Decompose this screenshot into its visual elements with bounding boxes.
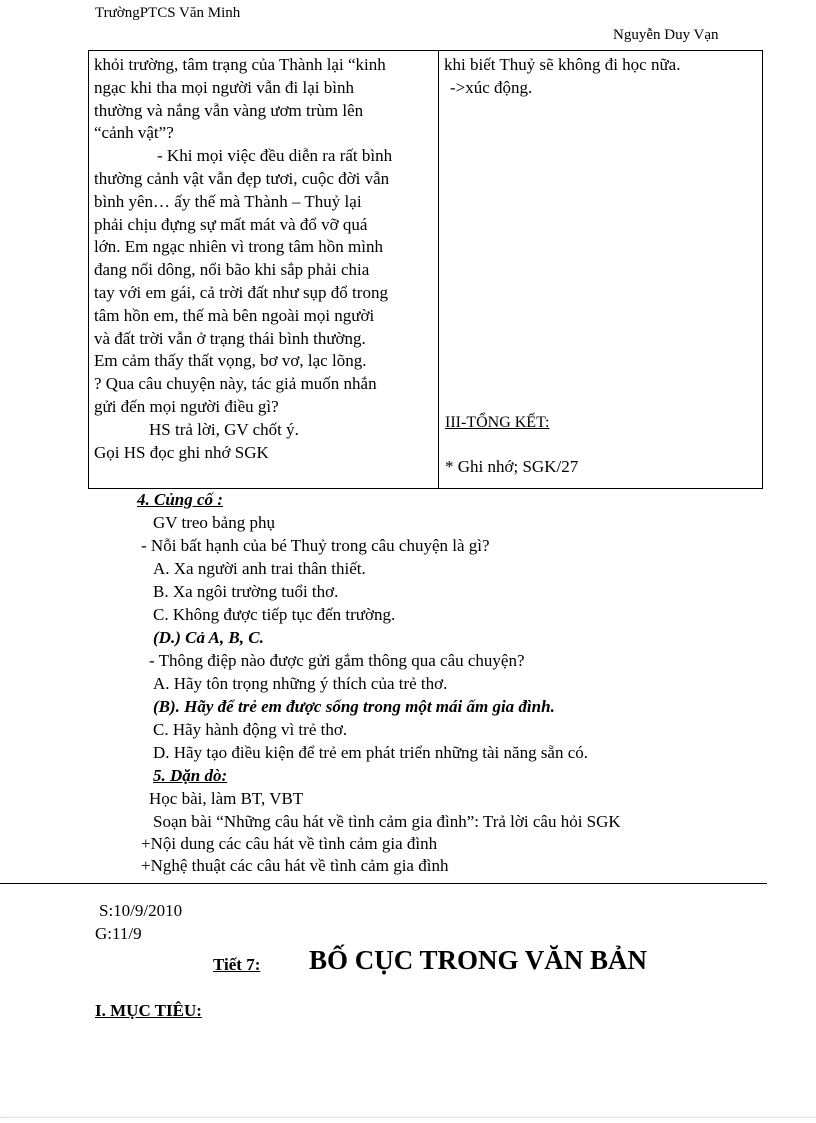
date-prepared: S:10/9/2010 <box>99 901 183 920</box>
activity-line: Gọi HS đọc ghi nhớ SGK <box>94 442 269 462</box>
q2-option-d: D. Hãy tạo điều kiện để trẻ em phát triển những tài năng sẵn có. <box>153 743 589 762</box>
content-line: khi biết Thuỷ sẽ không đi học nữa. <box>444 55 681 74</box>
section-divider <box>0 883 767 884</box>
date-taught: G:11/9 <box>95 924 142 943</box>
activity-line: thường cảnh vật vẫn đẹp tươi, cuộc đời vẫn <box>94 168 390 188</box>
q1-option-c: C. Không được tiếp tục đến trường. <box>153 605 396 624</box>
activity-line: thường và nắng vẫn vàng ươm trùm lên <box>94 100 364 120</box>
activity-line: gửi đến mọi người điều gì? <box>94 396 279 416</box>
q1-answer: (D.) Cả A, B, C. <box>153 628 264 647</box>
question-1: - Nỗi bất hạnh của bé Thuỷ trong câu chuyện là gì? <box>141 536 490 555</box>
q2-option-a: A. Hãy tôn trọng những ý thích của trẻ thơ. <box>153 674 448 693</box>
summary-heading: III-TỔNG KẾT: <box>445 414 550 431</box>
q2-option-c: C. Hãy hành động vì trẻ thơ. <box>153 720 348 739</box>
activity-line: ? Qua câu chuyện này, tác giả muốn nhắn <box>94 374 377 394</box>
homework-line: +Nội dung các câu hát về tình cảm gia đình <box>141 834 438 853</box>
consolidation-intro: GV treo bảng phụ <box>153 513 275 532</box>
page-edge <box>0 1117 816 1118</box>
activity-line: - Khi mọi việc đều diễn ra rất bình <box>157 146 393 166</box>
activity-line: ngạc khi tha mọi người vẫn đi lại bình <box>94 77 354 97</box>
homework-line: +Nghệ thuật các câu hát về tình cảm gia đình <box>141 856 449 875</box>
activity-line: “cảnh vật”? <box>94 123 174 143</box>
teacher-name: Nguyễn Duy Vạn <box>613 27 719 43</box>
activity-line: HS trả lời, GV chốt ý. <box>149 419 299 439</box>
homework-heading: 5. Dặn dò: <box>153 766 228 785</box>
activity-line: bình yên… ấy thế mà Thành – Thuỷ lại <box>94 191 362 211</box>
activity-line: đang nổi dông, nổi bão khi sắp phải chia <box>94 260 370 280</box>
homework-line: Học bài, làm BT, VBT <box>149 789 304 808</box>
q2-answer: (B). Hãy để trẻ em được sống trong một mái ấm gia đình. <box>153 697 555 716</box>
period-label: Tiết 7: <box>213 955 261 974</box>
objectives-heading: I. MỤC TIÊU: <box>95 1001 202 1020</box>
lesson-table <box>88 50 763 489</box>
summary-note: * Ghi nhớ; SGK/27 <box>445 457 579 476</box>
activity-line: Em cảm thấy thất vọng, bơ vơ, lạc lõng. <box>94 351 367 371</box>
q1-option-b: B. Xa ngôi trường tuổi thơ. <box>153 582 339 601</box>
q1-option-a: A. Xa người anh trai thân thiết. <box>153 559 366 578</box>
activity-line: tay với em gái, cả trời đất như sụp đổ trong <box>94 282 388 302</box>
activity-line: khỏi trường, tâm trạng của Thành lại “kinh <box>94 55 386 74</box>
school-name: TrườngPTCS Văn Minh <box>95 5 241 21</box>
homework-line: Soạn bài “Những câu hát về tình cảm gia đình”: Trả lời câu hỏi SGK <box>153 812 621 831</box>
activity-line: tâm hồn em, thế mà bên ngoài mọi người <box>94 305 375 325</box>
question-2: - Thông điệp nào được gửi gắm thông qua câu chuyện? <box>149 651 525 670</box>
content-cell <box>439 51 763 489</box>
content-line: ->xúc động. <box>450 77 533 97</box>
lesson-title: BỐ CỤC TRONG VĂN BẢN <box>309 945 648 975</box>
activity-line: và đất trời vẫn ở trạng thái bình thường. <box>94 328 366 348</box>
activity-line: lớn. Em ngạc nhiên vì trong tâm hồn mình <box>94 237 383 257</box>
consolidation-heading: 4. Củng cố : <box>137 490 223 509</box>
teacher-student-activity-cell <box>89 51 439 489</box>
activity-line: phải chịu đựng sự mất mát và đổ vỡ quá <box>94 214 368 234</box>
